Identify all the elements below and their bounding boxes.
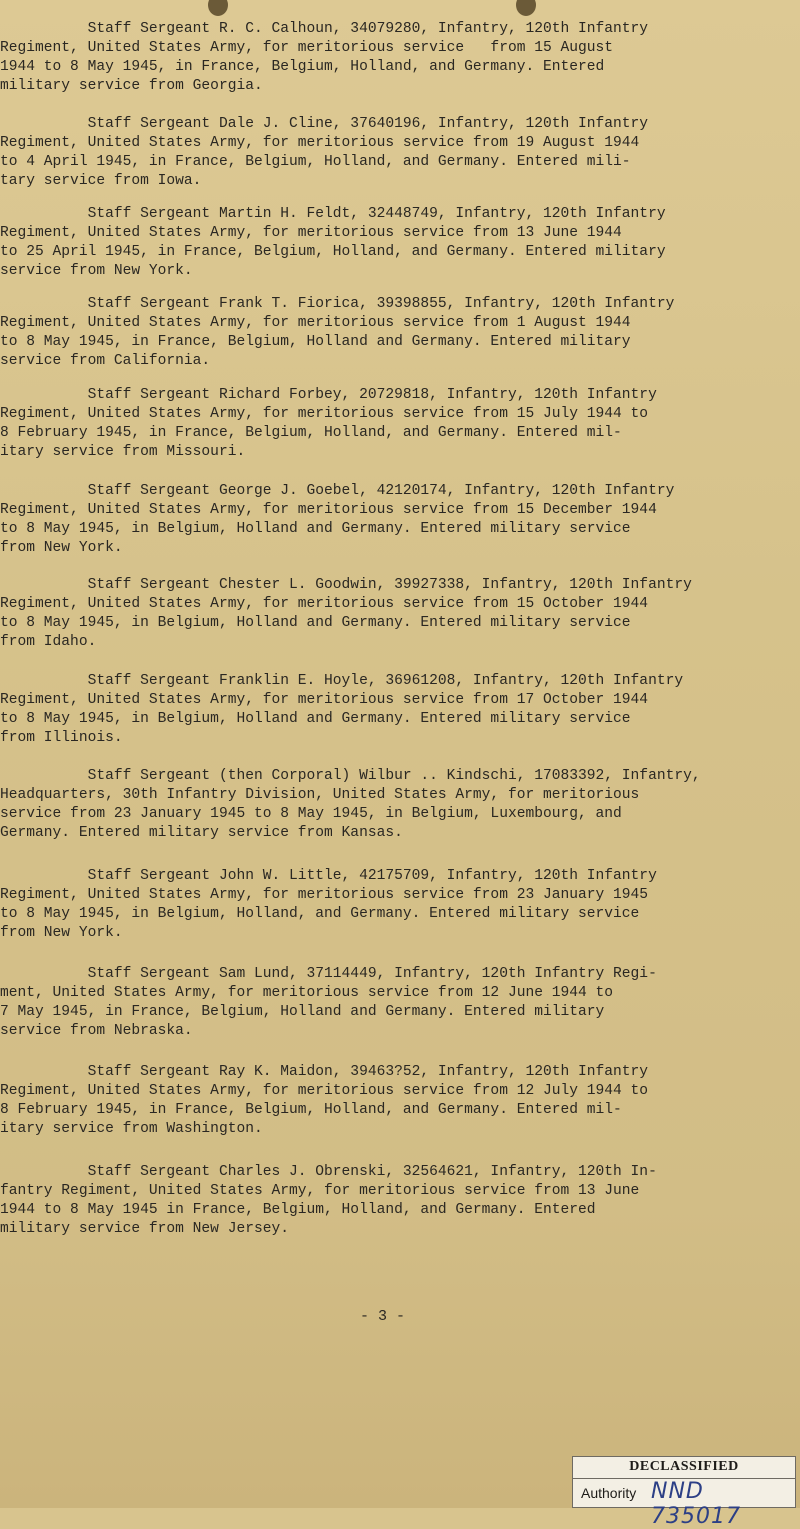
text-line: service from 23 January 1945 to 8 May 1945, in Belgium, Luxembourg, and bbox=[0, 806, 622, 822]
text-line: to 8 May 1945, in Belgium, Holland and Germany. Entered military service bbox=[0, 711, 631, 727]
text-line: 7 May 1945, in France, Belgium, Holland and Germany. Entered military bbox=[0, 1004, 605, 1020]
citation-entry bbox=[0, 576, 790, 652]
citation-entry bbox=[0, 867, 790, 943]
citation-entry bbox=[0, 115, 790, 191]
text-line: 8 February 1945, in France, Belgium, Holland, and Germany. Entered mil- bbox=[0, 425, 622, 441]
text-line: 1944 to 8 May 1945 in France, Belgium, Holland, and Germany. Entered bbox=[0, 1202, 596, 1218]
text-line: Regiment, United States Army, for meritorious service from 13 June 1944 bbox=[0, 225, 622, 241]
text-line: from New York. bbox=[0, 925, 123, 941]
text-line: Regiment, United States Army, for meritorious service from 1 August 1944 bbox=[0, 315, 631, 331]
citation-entry bbox=[0, 295, 790, 371]
citation-entry bbox=[0, 482, 790, 558]
text-line: from Illinois. bbox=[0, 730, 123, 746]
text-line: Staff Sergeant Ray K. Maidon, 39463?52, Infantry, 120th Infantry bbox=[0, 1064, 649, 1080]
citation-entry bbox=[0, 965, 790, 1041]
text-line: Regiment, United States Army, for meritorious service from 23 January 1945 bbox=[0, 887, 649, 903]
declassified-stamp bbox=[572, 1456, 796, 1529]
text-line: tary service from Iowa. bbox=[0, 173, 202, 189]
citation-entry bbox=[0, 386, 790, 462]
text-line: Staff Sergeant Franklin E. Hoyle, 36961208, Infantry, 120th Infantry bbox=[0, 673, 684, 689]
text-line: to 25 April 1945, in France, Belgium, Holland, and Germany. Entered military bbox=[0, 244, 666, 260]
text-line: from Idaho. bbox=[0, 634, 97, 650]
citation-entry bbox=[0, 20, 790, 96]
text-line: Regiment, United States Army, for meritorious service from 15 August bbox=[0, 40, 614, 56]
text-line: 1944 to 8 May 1945, in France, Belgium, Holland, and Germany. Entered bbox=[0, 59, 605, 75]
text-line: Staff Sergeant Richard Forbey, 20729818, Infantry, 120th Infantry bbox=[0, 387, 657, 403]
text-line: to 4 April 1945, in France, Belgium, Holland, and Germany. Entered mili- bbox=[0, 154, 631, 170]
text-line: Staff Sergeant John W. Little, 42175709, Infantry, 120th Infantry bbox=[0, 868, 657, 884]
text-line: fantry Regiment, United States Army, for meritorious service from 13 June bbox=[0, 1183, 640, 1199]
text-line: to 8 May 1945, in Belgium, Holland and Germany. Entered military service bbox=[0, 615, 631, 631]
citation-entry bbox=[0, 1163, 790, 1239]
citation-entry bbox=[0, 205, 790, 281]
text-line: Regiment, United States Army, for meritorious service from 17 October 1944 bbox=[0, 692, 649, 708]
text-line: Regiment, United States Army, for meritorious service from 19 August 1944 bbox=[0, 135, 640, 151]
text-line: Staff Sergeant Dale J. Cline, 37640196, Infantry, 120th Infantry bbox=[0, 116, 649, 132]
citation-entry bbox=[0, 767, 790, 843]
text-line: service from California. bbox=[0, 353, 211, 369]
text-line: Regiment, United States Army, for meritorious service from 15 October 1944 bbox=[0, 596, 649, 612]
citation-entry bbox=[0, 1063, 790, 1139]
text-line: 8 February 1945, in France, Belgium, Holland, and Germany. Entered mil- bbox=[0, 1102, 622, 1118]
text-line: Staff Sergeant Frank T. Fiorica, 39398855, Infantry, 120th Infantry bbox=[0, 296, 675, 312]
text-line: itary service from Washington. bbox=[0, 1121, 263, 1137]
text-line: Staff Sergeant (then Corporal) Wilbur .. Kindschi, 17083392, Infantry, bbox=[0, 768, 701, 784]
text-line: Staff Sergeant Charles J. Obrenski, 32564621, Infantry, 120th In- bbox=[0, 1164, 657, 1180]
text-line: to 8 May 1945, in Belgium, Holland, and Germany. Entered military service bbox=[0, 906, 640, 922]
text-line: Regiment, United States Army, for meritorious service from 15 July 1944 to bbox=[0, 406, 649, 422]
text-line: Staff Sergeant George J. Goebel, 42120174, Infantry, 120th Infantry bbox=[0, 483, 675, 499]
citation-entry bbox=[0, 672, 790, 748]
page-number: - 3 - bbox=[360, 1308, 406, 1325]
text-line: military service from New Jersey. bbox=[0, 1221, 290, 1237]
text-line: service from New York. bbox=[0, 263, 193, 279]
text-line: Staff Sergeant Chester L. Goodwin, 39927338, Infantry, 120th Infantry bbox=[0, 577, 692, 593]
text-line: from New York. bbox=[0, 540, 123, 556]
text-line: Staff Sergeant Martin H. Feldt, 32448749, Infantry, 120th Infantry bbox=[0, 206, 666, 222]
text-line: military service from Georgia. bbox=[0, 78, 263, 94]
text-line: to 8 May 1945, in France, Belgium, Holland and Germany. Entered military bbox=[0, 334, 631, 350]
stamp-title: DECLASSIFIED bbox=[629, 1459, 739, 1474]
punch-hole bbox=[516, 0, 536, 16]
text-line: Staff Sergeant Sam Lund, 37114449, Infantry, 120th Infantry Regi- bbox=[0, 966, 657, 982]
text-line: ment, United States Army, for meritorious service from 12 June 1944 to bbox=[0, 985, 614, 1001]
punch-hole bbox=[208, 0, 228, 16]
text-line: Regiment, United States Army, for meritorious service from 15 December 1944 bbox=[0, 502, 657, 518]
text-line: Staff Sergeant R. C. Calhoun, 34079280, Infantry, 120th Infantry bbox=[0, 21, 649, 37]
text-line: Regiment, United States Army, for meritorious service from 12 July 1944 to bbox=[0, 1083, 649, 1099]
text-line: itary service from Missouri. bbox=[0, 444, 246, 460]
text-line: to 8 May 1945, in Belgium, Holland and Germany. Entered military service bbox=[0, 521, 631, 537]
stamp-authority-number: NND 735017 bbox=[651, 1479, 741, 1529]
text-line: service from Nebraska. bbox=[0, 1023, 193, 1039]
stamp-authority-label: Authority bbox=[581, 1485, 637, 1501]
text-line: Headquarters, 30th Infantry Division, United States Army, for meritorious bbox=[0, 787, 640, 803]
text-line: Germany. Entered military service from Kansas. bbox=[0, 825, 403, 841]
